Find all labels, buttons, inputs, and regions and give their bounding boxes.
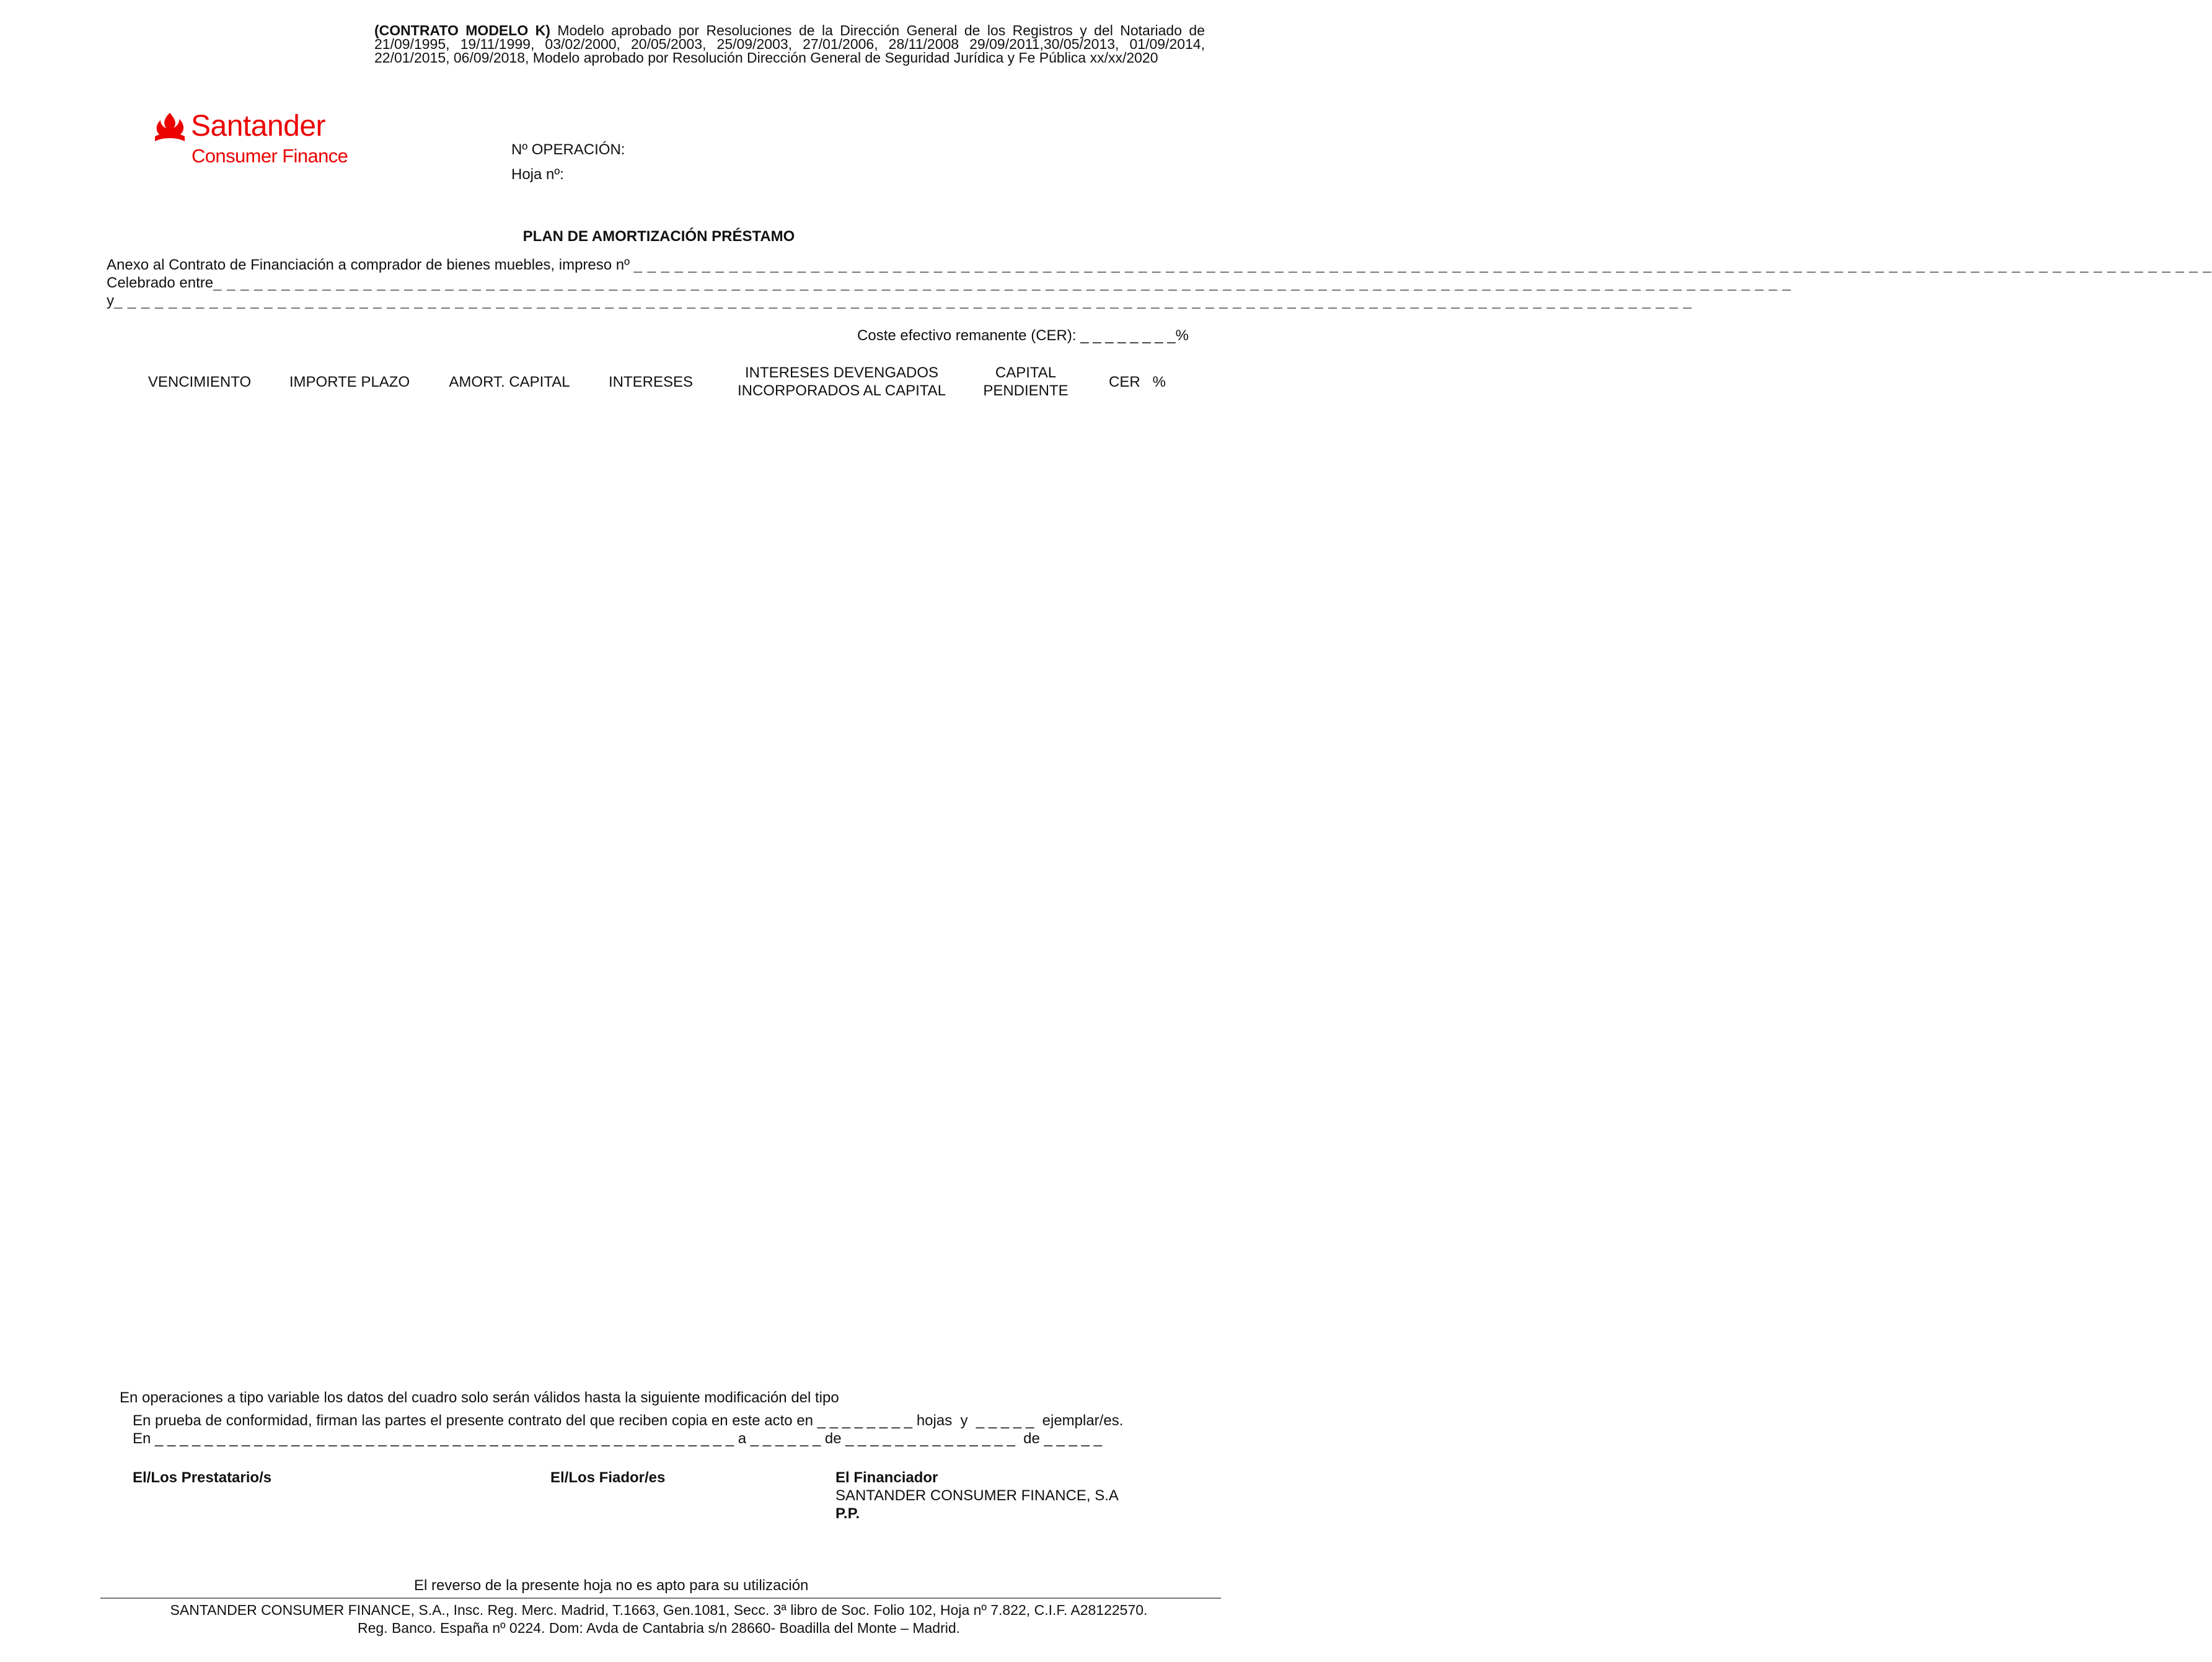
column-header-cer bbox=[1103, 373, 1171, 391]
month-blank: _ _ _ _ _ _ _ _ _ _ _ _ _ _ bbox=[845, 1430, 1015, 1447]
signature-borrower bbox=[133, 1469, 271, 1487]
day-blank: _ _ _ _ _ _ bbox=[750, 1430, 821, 1447]
column-header-importe-plazo bbox=[281, 373, 418, 391]
signature-financier bbox=[835, 1469, 1119, 1523]
conformity-text: En prueba de conformidad, firman las partes el presente contrato del que reciben copia en este acto en bbox=[133, 1412, 817, 1429]
month-prefix: de bbox=[821, 1430, 846, 1447]
second-party-text: y bbox=[107, 292, 114, 309]
annex-line bbox=[107, 257, 2212, 274]
cer-label: Coste efectivo remanente (CER): bbox=[857, 327, 1081, 344]
day-prefix: a bbox=[734, 1430, 751, 1447]
cer-line bbox=[857, 327, 1189, 345]
signature-guarantor-label: El/Los Fiador/es bbox=[550, 1469, 666, 1486]
column-header-intereses-devengados bbox=[721, 364, 963, 400]
signature-financier-label: El Financiador bbox=[835, 1469, 938, 1486]
flame-icon bbox=[152, 112, 187, 146]
financier-company: SANTANDER CONSUMER FINANCE, S.A bbox=[835, 1487, 1119, 1504]
legal-header-note bbox=[374, 24, 1205, 64]
column-header-text: CER % bbox=[1108, 374, 1166, 390]
signature-borrower-label: El/Los Prestatario/s bbox=[133, 1469, 272, 1486]
conformity-line bbox=[133, 1412, 1123, 1430]
parties-text: Celebrado entre bbox=[107, 275, 214, 291]
annex-text: Anexo al Contrato de Financiación a comprador de bienes muebles, impreso nº bbox=[107, 257, 634, 273]
column-header-text: AMORT. CAPITAL bbox=[449, 374, 570, 390]
parties-line bbox=[107, 275, 1792, 292]
column-header-capital-pendiente bbox=[976, 364, 1075, 400]
document-title: PLAN DE AMORTIZACIÓN PRÉSTAMO bbox=[522, 228, 795, 245]
operation-number-label: Nº OPERACIÓN: bbox=[511, 141, 625, 158]
column-header-text: IMPORTE PLAZO bbox=[289, 374, 410, 390]
column-header-text: CAPITAL bbox=[995, 364, 1057, 381]
footer bbox=[0, 1601, 1318, 1637]
financier-pp: P.P. bbox=[835, 1505, 860, 1522]
place-date-line bbox=[133, 1430, 1102, 1448]
column-header-text: VENCIMIENTO bbox=[148, 374, 252, 390]
second-party-blank: _ _ _ _ _ _ _ _ _ _ _ _ _ _ _ _ _ _ _ _ _ _ _ _ _ _ _ _ _ _ _ _ _ _ _ _ _ _ _ _ _ _ _ _ _ _ _ _ _ _ _ _ _ _ _ _ _ _ _ _ _ _ _ _ _ _ _ _ _ _ _ _ _ _ _ _ _ _ _ _ _ _ _ _ _ _ _ _ _ _ _ _ _ _ _ _ _ _ _ _ _ _ _ _ _ _ _ _ _ _ _ _ _ _ _ _ bbox=[114, 292, 1693, 309]
footer-line-2: Reg. Banco. España nº 0224. Dom: Avda de Cantabria s/n 28660- Boadilla del Monte – Madrid. bbox=[357, 1620, 961, 1636]
column-header-text: INCORPORADOS AL CAPITAL bbox=[737, 382, 946, 399]
footer-divider bbox=[100, 1598, 1221, 1599]
annex-blank: _ _ _ _ _ _ _ _ _ _ _ _ _ _ _ _ _ _ _ _ _ _ _ _ _ _ _ _ _ _ _ _ _ _ _ _ _ _ _ _ _ _ _ _ _ _ _ _ _ _ _ _ _ _ _ _ _ _ _ _ _ _ _ _ _ _ _ _ _ _ _ _ _ _ _ _ _ _ _ _ _ _ _ _ _ _ _ _ _ _ _ _ _ _ _ _ _ _ _ _ _ _ _ _ _ _ _ _ _ _ _ _ _ _ _ _ bbox=[633, 257, 2212, 273]
variable-rate-note: En operaciones a tipo variable los datos del cuadro solo serán válidos hasta la siguiente modificación del tipo bbox=[120, 1389, 839, 1406]
copies-word: ejemplar/es. bbox=[1034, 1412, 1124, 1429]
second-party-line bbox=[107, 292, 1693, 310]
sheets-word: hojas y bbox=[912, 1412, 976, 1429]
column-header-vencimiento bbox=[144, 373, 255, 391]
column-header-intereses bbox=[601, 373, 700, 391]
logo-wordmark: Santander bbox=[191, 110, 326, 143]
footer-line-1: SANTANDER CONSUMER FINANCE, S.A., Insc. Reg. Merc. Madrid, T.1663, Gen.1081, Secc. 3ª libro de Soc. Folio 102, Hoja nº 7.822, C.I.F. A28122570. bbox=[170, 1602, 1148, 1618]
sheet-number-label: Hoja nº: bbox=[511, 166, 564, 183]
parties-blank: _ _ _ _ _ _ _ _ _ _ _ _ _ _ _ _ _ _ _ _ _ _ _ _ _ _ _ _ _ _ _ _ _ _ _ _ _ _ _ _ _ _ _ _ _ _ _ _ _ _ _ _ _ _ _ _ _ _ _ _ _ _ _ _ _ _ _ _ _ _ _ _ _ _ _ _ _ _ _ _ _ _ _ _ _ _ _ _ _ _ _ _ _ _ _ _ _ _ _ _ _ _ _ _ _ _ _ _ _ _ _ _ _ _ _ _ bbox=[213, 275, 1792, 291]
column-header-text: INTERESES DEVENGADOS bbox=[744, 364, 939, 381]
copies-blank: _ _ _ _ _ bbox=[976, 1412, 1034, 1429]
signature-guarantor bbox=[550, 1469, 665, 1487]
model-label: (CONTRATO MODELO K) bbox=[374, 22, 550, 38]
cer-blank: _ _ _ _ _ _ _ _ bbox=[1080, 327, 1176, 344]
year-blank: _ _ _ _ _ bbox=[1044, 1430, 1102, 1447]
column-header-text: PENDIENTE bbox=[983, 382, 1069, 399]
column-header-text: INTERESES bbox=[608, 374, 694, 390]
place-prefix: En bbox=[133, 1430, 156, 1447]
year-prefix: de bbox=[1015, 1430, 1044, 1447]
column-header-amort-capital bbox=[441, 373, 578, 391]
santander-logo bbox=[152, 112, 363, 174]
cer-unit: % bbox=[1175, 327, 1189, 344]
sheets-blank: _ _ _ _ _ _ _ _ bbox=[817, 1412, 913, 1429]
reverse-note: El reverso de la presente hoja no es apto para su utilización bbox=[414, 1577, 809, 1594]
place-blank: _ _ _ _ _ _ _ _ _ _ _ _ _ _ _ _ _ _ _ _ _ _ _ _ _ _ _ _ _ _ _ _ _ _ _ _ _ _ _ _ _ _ _ _ _ _ _ bbox=[155, 1430, 734, 1447]
logo-subtitle: Consumer Finance bbox=[192, 145, 348, 167]
model-approval-text: Modelo aprobado por Resoluciones de la Dirección General de los Registros y del Notariado de 21/09/1995, 19/11/1999, 03/02/2000, 20/05/2003, 25/09/2003, 27/01/2006, 28/11/2008 29/09/2011,30/05/2013, 01/09/2014, 22/01/2015, 06/09/2018, Modelo aprobado por Resolución Dirección General de Seguridad Jurídica y Fe Pública xx/xx/2020 bbox=[374, 22, 1205, 66]
